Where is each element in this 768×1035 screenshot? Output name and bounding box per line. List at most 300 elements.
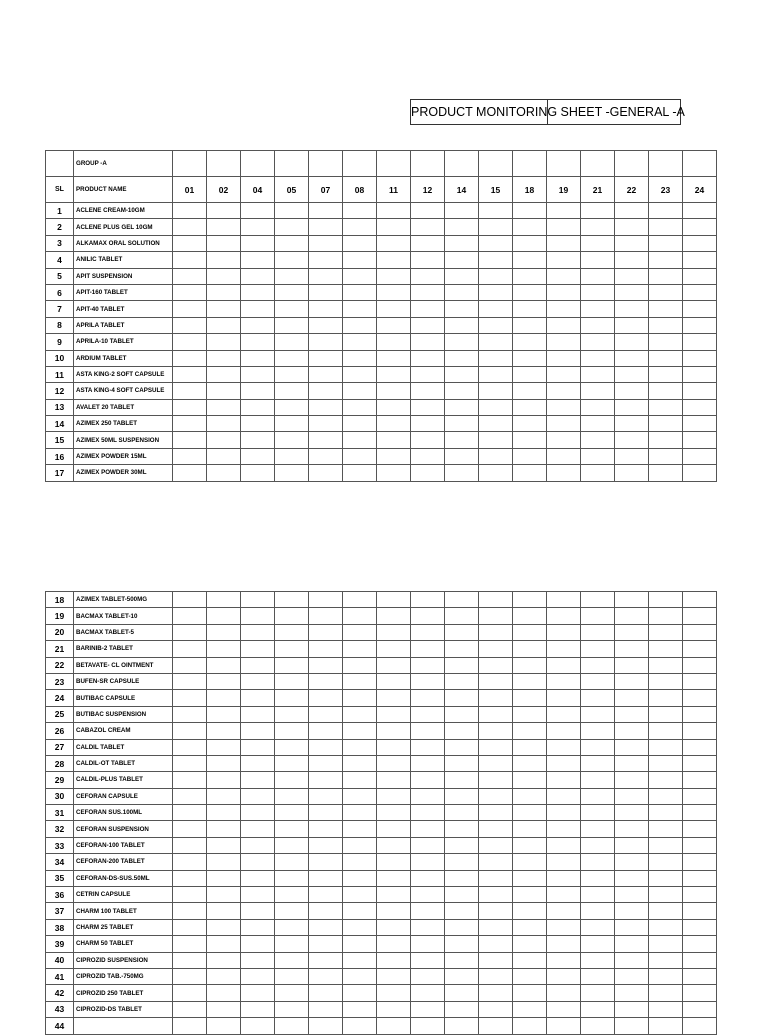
entry-cell-18[interactable] <box>513 739 547 755</box>
entry-cell-08[interactable] <box>343 952 377 968</box>
entry-cell-23[interactable] <box>649 383 683 399</box>
entry-cell-14[interactable] <box>445 624 479 640</box>
entry-cell-11[interactable] <box>377 657 411 673</box>
entry-cell-07[interactable] <box>309 706 343 722</box>
entry-cell-14[interactable] <box>445 268 479 284</box>
entry-cell-18[interactable] <box>513 235 547 251</box>
entry-cell-08[interactable] <box>343 465 377 481</box>
entry-cell-23[interactable] <box>649 301 683 317</box>
entry-cell-12[interactable] <box>411 755 445 771</box>
entry-cell-04[interactable] <box>241 219 275 235</box>
entry-cell-05[interactable] <box>275 968 309 984</box>
entry-cell-08[interactable] <box>343 854 377 870</box>
entry-cell-11[interactable] <box>377 673 411 689</box>
entry-cell-18[interactable] <box>513 203 547 219</box>
entry-cell-22[interactable] <box>615 788 649 804</box>
entry-cell-15[interactable] <box>479 870 513 886</box>
entry-cell-14[interactable] <box>445 968 479 984</box>
entry-cell-08[interactable] <box>343 284 377 300</box>
entry-cell-22[interactable] <box>615 235 649 251</box>
entry-cell-15[interactable] <box>479 432 513 448</box>
entry-cell-04[interactable] <box>241 203 275 219</box>
entry-cell-04[interactable] <box>241 366 275 382</box>
entry-cell-12[interactable] <box>411 919 445 935</box>
entry-cell-05[interactable] <box>275 837 309 853</box>
entry-cell-19[interactable] <box>547 383 581 399</box>
entry-cell-18[interactable] <box>513 887 547 903</box>
entry-cell-12[interactable] <box>411 592 445 608</box>
entry-cell-07[interactable] <box>309 252 343 268</box>
entry-cell-05[interactable] <box>275 870 309 886</box>
entry-cell-11[interactable] <box>377 301 411 317</box>
entry-cell-21[interactable] <box>581 334 615 350</box>
entry-cell-12[interactable] <box>411 641 445 657</box>
entry-cell-05[interactable] <box>275 317 309 333</box>
entry-cell-19[interactable] <box>547 608 581 624</box>
entry-cell-24[interactable] <box>683 985 717 1001</box>
entry-cell-12[interactable] <box>411 399 445 415</box>
entry-cell-07[interactable] <box>309 608 343 624</box>
entry-cell-21[interactable] <box>581 432 615 448</box>
entry-cell-08[interactable] <box>343 334 377 350</box>
entry-cell-24[interactable] <box>683 383 717 399</box>
entry-cell-02[interactable] <box>207 805 241 821</box>
entry-cell-05[interactable] <box>275 350 309 366</box>
entry-cell-18[interactable] <box>513 1001 547 1017</box>
entry-cell-22[interactable] <box>615 284 649 300</box>
entry-cell-05[interactable] <box>275 641 309 657</box>
entry-cell-18[interactable] <box>513 268 547 284</box>
entry-cell-08[interactable] <box>343 1018 377 1034</box>
entry-cell-23[interactable] <box>649 723 683 739</box>
entry-cell-05[interactable] <box>275 1001 309 1017</box>
entry-cell-12[interactable] <box>411 968 445 984</box>
entry-cell-04[interactable] <box>241 706 275 722</box>
entry-cell-04[interactable] <box>241 641 275 657</box>
entry-cell-02[interactable] <box>207 203 241 219</box>
entry-cell-05[interactable] <box>275 985 309 1001</box>
entry-cell-02[interactable] <box>207 448 241 464</box>
entry-cell-02[interactable] <box>207 772 241 788</box>
entry-cell-22[interactable] <box>615 854 649 870</box>
entry-cell-01[interactable] <box>173 624 207 640</box>
entry-cell-02[interactable] <box>207 919 241 935</box>
entry-cell-04[interactable] <box>241 936 275 952</box>
entry-cell-02[interactable] <box>207 465 241 481</box>
entry-cell-12[interactable] <box>411 870 445 886</box>
entry-cell-15[interactable] <box>479 203 513 219</box>
entry-cell-08[interactable] <box>343 788 377 804</box>
entry-cell-01[interactable] <box>173 657 207 673</box>
entry-cell-22[interactable] <box>615 592 649 608</box>
entry-cell-02[interactable] <box>207 854 241 870</box>
entry-cell-18[interactable] <box>513 350 547 366</box>
entry-cell-12[interactable] <box>411 1018 445 1034</box>
entry-cell-15[interactable] <box>479 416 513 432</box>
entry-cell-21[interactable] <box>581 968 615 984</box>
entry-cell-15[interactable] <box>479 690 513 706</box>
entry-cell-14[interactable] <box>445 952 479 968</box>
entry-cell-14[interactable] <box>445 706 479 722</box>
entry-cell-22[interactable] <box>615 706 649 722</box>
entry-cell-11[interactable] <box>377 870 411 886</box>
entry-cell-24[interactable] <box>683 301 717 317</box>
entry-cell-14[interactable] <box>445 887 479 903</box>
entry-cell-02[interactable] <box>207 624 241 640</box>
entry-cell-08[interactable] <box>343 936 377 952</box>
entry-cell-21[interactable] <box>581 624 615 640</box>
entry-cell-22[interactable] <box>615 334 649 350</box>
entry-cell-04[interactable] <box>241 985 275 1001</box>
entry-cell-19[interactable] <box>547 416 581 432</box>
entry-cell-01[interactable] <box>173 837 207 853</box>
entry-cell-08[interactable] <box>343 252 377 268</box>
entry-cell-07[interactable] <box>309 448 343 464</box>
entry-cell-01[interactable] <box>173 952 207 968</box>
entry-cell-07[interactable] <box>309 383 343 399</box>
entry-cell-22[interactable] <box>615 723 649 739</box>
entry-cell-15[interactable] <box>479 301 513 317</box>
entry-cell-18[interactable] <box>513 854 547 870</box>
entry-cell-07[interactable] <box>309 465 343 481</box>
entry-cell-24[interactable] <box>683 416 717 432</box>
entry-cell-18[interactable] <box>513 219 547 235</box>
entry-cell-05[interactable] <box>275 432 309 448</box>
entry-cell-12[interactable] <box>411 334 445 350</box>
entry-cell-22[interactable] <box>615 416 649 432</box>
entry-cell-24[interactable] <box>683 755 717 771</box>
entry-cell-24[interactable] <box>683 641 717 657</box>
entry-cell-07[interactable] <box>309 432 343 448</box>
entry-cell-15[interactable] <box>479 448 513 464</box>
entry-cell-11[interactable] <box>377 448 411 464</box>
entry-cell-18[interactable] <box>513 432 547 448</box>
entry-cell-02[interactable] <box>207 1001 241 1017</box>
entry-cell-15[interactable] <box>479 252 513 268</box>
entry-cell-08[interactable] <box>343 268 377 284</box>
entry-cell-24[interactable] <box>683 854 717 870</box>
entry-cell-15[interactable] <box>479 608 513 624</box>
entry-cell-24[interactable] <box>683 334 717 350</box>
entry-cell-02[interactable] <box>207 936 241 952</box>
entry-cell-21[interactable] <box>581 657 615 673</box>
entry-cell-08[interactable] <box>343 592 377 608</box>
entry-cell-01[interactable] <box>173 268 207 284</box>
entry-cell-01[interactable] <box>173 219 207 235</box>
entry-cell-04[interactable] <box>241 837 275 853</box>
entry-cell-12[interactable] <box>411 1001 445 1017</box>
entry-cell-14[interactable] <box>445 1001 479 1017</box>
entry-cell-18[interactable] <box>513 416 547 432</box>
entry-cell-23[interactable] <box>649 448 683 464</box>
entry-cell-11[interactable] <box>377 399 411 415</box>
entry-cell-01[interactable] <box>173 887 207 903</box>
entry-cell-04[interactable] <box>241 739 275 755</box>
entry-cell-14[interactable] <box>445 739 479 755</box>
entry-cell-19[interactable] <box>547 317 581 333</box>
entry-cell-07[interactable] <box>309 723 343 739</box>
entry-cell-21[interactable] <box>581 805 615 821</box>
entry-cell-19[interactable] <box>547 968 581 984</box>
entry-cell-07[interactable] <box>309 1001 343 1017</box>
entry-cell-02[interactable] <box>207 706 241 722</box>
entry-cell-02[interactable] <box>207 870 241 886</box>
entry-cell-15[interactable] <box>479 624 513 640</box>
entry-cell-05[interactable] <box>275 755 309 771</box>
entry-cell-18[interactable] <box>513 1018 547 1034</box>
entry-cell-15[interactable] <box>479 219 513 235</box>
entry-cell-14[interactable] <box>445 690 479 706</box>
entry-cell-02[interactable] <box>207 284 241 300</box>
entry-cell-11[interactable] <box>377 837 411 853</box>
entry-cell-18[interactable] <box>513 334 547 350</box>
entry-cell-02[interactable] <box>207 821 241 837</box>
entry-cell-02[interactable] <box>207 657 241 673</box>
entry-cell-23[interactable] <box>649 772 683 788</box>
entry-cell-15[interactable] <box>479 641 513 657</box>
entry-cell-01[interactable] <box>173 919 207 935</box>
entry-cell-08[interactable] <box>343 301 377 317</box>
entry-cell-04[interactable] <box>241 690 275 706</box>
entry-cell-21[interactable] <box>581 755 615 771</box>
entry-cell-08[interactable] <box>343 383 377 399</box>
entry-cell-21[interactable] <box>581 608 615 624</box>
entry-cell-01[interactable] <box>173 235 207 251</box>
entry-cell-01[interactable] <box>173 641 207 657</box>
entry-cell-07[interactable] <box>309 416 343 432</box>
entry-cell-02[interactable] <box>207 219 241 235</box>
entry-cell-14[interactable] <box>445 235 479 251</box>
entry-cell-01[interactable] <box>173 399 207 415</box>
entry-cell-14[interactable] <box>445 821 479 837</box>
entry-cell-15[interactable] <box>479 657 513 673</box>
entry-cell-21[interactable] <box>581 788 615 804</box>
entry-cell-24[interactable] <box>683 203 717 219</box>
entry-cell-23[interactable] <box>649 657 683 673</box>
entry-cell-22[interactable] <box>615 755 649 771</box>
entry-cell-11[interactable] <box>377 968 411 984</box>
entry-cell-07[interactable] <box>309 592 343 608</box>
entry-cell-07[interactable] <box>309 870 343 886</box>
entry-cell-04[interactable] <box>241 350 275 366</box>
entry-cell-12[interactable] <box>411 690 445 706</box>
entry-cell-22[interactable] <box>615 1001 649 1017</box>
entry-cell-21[interactable] <box>581 887 615 903</box>
entry-cell-23[interactable] <box>649 690 683 706</box>
entry-cell-15[interactable] <box>479 723 513 739</box>
entry-cell-14[interactable] <box>445 919 479 935</box>
entry-cell-12[interactable] <box>411 854 445 870</box>
entry-cell-02[interactable] <box>207 350 241 366</box>
entry-cell-08[interactable] <box>343 690 377 706</box>
entry-cell-18[interactable] <box>513 706 547 722</box>
entry-cell-04[interactable] <box>241 301 275 317</box>
entry-cell-11[interactable] <box>377 203 411 219</box>
entry-cell-21[interactable] <box>581 592 615 608</box>
entry-cell-14[interactable] <box>445 1018 479 1034</box>
entry-cell-04[interactable] <box>241 268 275 284</box>
entry-cell-22[interactable] <box>615 641 649 657</box>
entry-cell-23[interactable] <box>649 903 683 919</box>
entry-cell-05[interactable] <box>275 919 309 935</box>
entry-cell-19[interactable] <box>547 366 581 382</box>
entry-cell-23[interactable] <box>649 235 683 251</box>
entry-cell-22[interactable] <box>615 952 649 968</box>
entry-cell-15[interactable] <box>479 383 513 399</box>
entry-cell-22[interactable] <box>615 366 649 382</box>
entry-cell-22[interactable] <box>615 690 649 706</box>
entry-cell-04[interactable] <box>241 592 275 608</box>
entry-cell-07[interactable] <box>309 919 343 935</box>
entry-cell-12[interactable] <box>411 448 445 464</box>
entry-cell-05[interactable] <box>275 739 309 755</box>
entry-cell-21[interactable] <box>581 641 615 657</box>
entry-cell-15[interactable] <box>479 706 513 722</box>
entry-cell-02[interactable] <box>207 952 241 968</box>
entry-cell-07[interactable] <box>309 854 343 870</box>
entry-cell-14[interactable] <box>445 399 479 415</box>
entry-cell-14[interactable] <box>445 837 479 853</box>
entry-cell-22[interactable] <box>615 301 649 317</box>
entry-cell-08[interactable] <box>343 673 377 689</box>
entry-cell-02[interactable] <box>207 968 241 984</box>
entry-cell-24[interactable] <box>683 821 717 837</box>
entry-cell-01[interactable] <box>173 1018 207 1034</box>
entry-cell-04[interactable] <box>241 903 275 919</box>
entry-cell-24[interactable] <box>683 317 717 333</box>
entry-cell-01[interactable] <box>173 854 207 870</box>
entry-cell-11[interactable] <box>377 383 411 399</box>
entry-cell-11[interactable] <box>377 821 411 837</box>
entry-cell-02[interactable] <box>207 723 241 739</box>
entry-cell-23[interactable] <box>649 968 683 984</box>
entry-cell-15[interactable] <box>479 772 513 788</box>
entry-cell-05[interactable] <box>275 772 309 788</box>
entry-cell-05[interactable] <box>275 203 309 219</box>
entry-cell-01[interactable] <box>173 788 207 804</box>
entry-cell-19[interactable] <box>547 870 581 886</box>
entry-cell-23[interactable] <box>649 268 683 284</box>
entry-cell-14[interactable] <box>445 465 479 481</box>
entry-cell-14[interactable] <box>445 301 479 317</box>
entry-cell-05[interactable] <box>275 284 309 300</box>
entry-cell-11[interactable] <box>377 952 411 968</box>
entry-cell-02[interactable] <box>207 1018 241 1034</box>
entry-cell-14[interactable] <box>445 432 479 448</box>
entry-cell-24[interactable] <box>683 788 717 804</box>
entry-cell-07[interactable] <box>309 203 343 219</box>
entry-cell-23[interactable] <box>649 1001 683 1017</box>
entry-cell-11[interactable] <box>377 887 411 903</box>
entry-cell-12[interactable] <box>411 985 445 1001</box>
entry-cell-23[interactable] <box>649 350 683 366</box>
entry-cell-15[interactable] <box>479 673 513 689</box>
entry-cell-04[interactable] <box>241 399 275 415</box>
entry-cell-24[interactable] <box>683 723 717 739</box>
entry-cell-21[interactable] <box>581 416 615 432</box>
entry-cell-19[interactable] <box>547 432 581 448</box>
entry-cell-02[interactable] <box>207 235 241 251</box>
entry-cell-11[interactable] <box>377 252 411 268</box>
entry-cell-18[interactable] <box>513 805 547 821</box>
entry-cell-23[interactable] <box>649 203 683 219</box>
entry-cell-21[interactable] <box>581 284 615 300</box>
entry-cell-23[interactable] <box>649 284 683 300</box>
entry-cell-12[interactable] <box>411 235 445 251</box>
entry-cell-18[interactable] <box>513 968 547 984</box>
entry-cell-07[interactable] <box>309 1018 343 1034</box>
entry-cell-14[interactable] <box>445 657 479 673</box>
entry-cell-24[interactable] <box>683 919 717 935</box>
entry-cell-24[interactable] <box>683 350 717 366</box>
entry-cell-23[interactable] <box>649 465 683 481</box>
entry-cell-14[interactable] <box>445 252 479 268</box>
entry-cell-04[interactable] <box>241 657 275 673</box>
entry-cell-18[interactable] <box>513 690 547 706</box>
entry-cell-07[interactable] <box>309 772 343 788</box>
entry-cell-07[interactable] <box>309 268 343 284</box>
entry-cell-12[interactable] <box>411 723 445 739</box>
entry-cell-15[interactable] <box>479 903 513 919</box>
entry-cell-12[interactable] <box>411 624 445 640</box>
entry-cell-11[interactable] <box>377 465 411 481</box>
entry-cell-22[interactable] <box>615 805 649 821</box>
entry-cell-21[interactable] <box>581 673 615 689</box>
entry-cell-21[interactable] <box>581 350 615 366</box>
entry-cell-21[interactable] <box>581 854 615 870</box>
entry-cell-15[interactable] <box>479 968 513 984</box>
entry-cell-23[interactable] <box>649 641 683 657</box>
entry-cell-24[interactable] <box>683 673 717 689</box>
entry-cell-14[interactable] <box>445 788 479 804</box>
entry-cell-11[interactable] <box>377 219 411 235</box>
entry-cell-05[interactable] <box>275 334 309 350</box>
entry-cell-14[interactable] <box>445 641 479 657</box>
entry-cell-04[interactable] <box>241 383 275 399</box>
entry-cell-02[interactable] <box>207 755 241 771</box>
entry-cell-18[interactable] <box>513 641 547 657</box>
entry-cell-07[interactable] <box>309 366 343 382</box>
entry-cell-14[interactable] <box>445 723 479 739</box>
entry-cell-01[interactable] <box>173 936 207 952</box>
entry-cell-18[interactable] <box>513 366 547 382</box>
entry-cell-18[interactable] <box>513 985 547 1001</box>
entry-cell-23[interactable] <box>649 837 683 853</box>
entry-cell-08[interactable] <box>343 203 377 219</box>
entry-cell-18[interactable] <box>513 399 547 415</box>
entry-cell-07[interactable] <box>309 805 343 821</box>
entry-cell-07[interactable] <box>309 968 343 984</box>
entry-cell-08[interactable] <box>343 657 377 673</box>
entry-cell-18[interactable] <box>513 448 547 464</box>
entry-cell-11[interactable] <box>377 366 411 382</box>
entry-cell-01[interactable] <box>173 673 207 689</box>
entry-cell-15[interactable] <box>479 739 513 755</box>
entry-cell-14[interactable] <box>445 870 479 886</box>
entry-cell-15[interactable] <box>479 350 513 366</box>
entry-cell-22[interactable] <box>615 350 649 366</box>
entry-cell-23[interactable] <box>649 673 683 689</box>
entry-cell-12[interactable] <box>411 219 445 235</box>
entry-cell-01[interactable] <box>173 723 207 739</box>
entry-cell-02[interactable] <box>207 366 241 382</box>
entry-cell-05[interactable] <box>275 465 309 481</box>
entry-cell-07[interactable] <box>309 755 343 771</box>
entry-cell-01[interactable] <box>173 690 207 706</box>
entry-cell-07[interactable] <box>309 301 343 317</box>
entry-cell-18[interactable] <box>513 755 547 771</box>
entry-cell-22[interactable] <box>615 1018 649 1034</box>
